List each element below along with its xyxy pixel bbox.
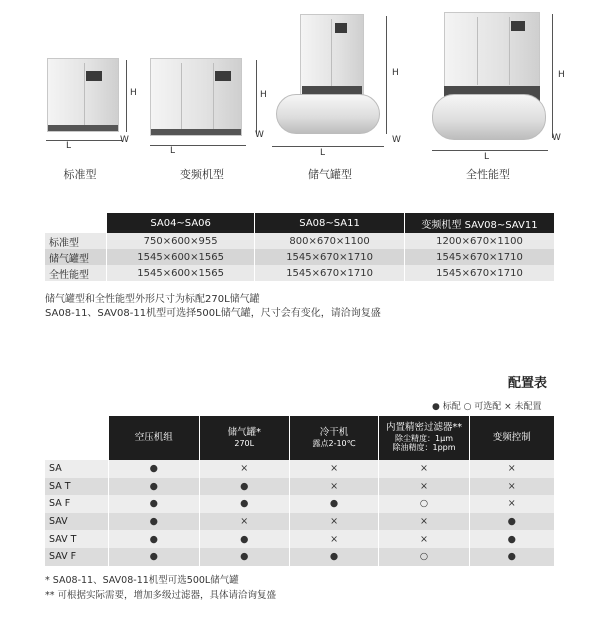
length-label: L	[320, 148, 326, 158]
row-label: SA T	[45, 478, 108, 496]
size-table-header	[45, 213, 555, 233]
config-cell: ●	[108, 530, 199, 548]
table-row	[45, 265, 555, 281]
compressor-cabinet	[150, 58, 242, 136]
size-table	[45, 213, 555, 281]
config-cell: ●	[108, 478, 199, 496]
compressor-cabinet	[47, 58, 119, 132]
footnote: * SA08-11、SAV08-11机型可选500L储气罐	[45, 575, 239, 586]
config-cell: ●	[199, 530, 289, 548]
config-legend: ● 标配 ○ 可选配 × 未配置	[432, 402, 542, 412]
column-header: 冷干机 露点2-10℃	[289, 416, 379, 460]
column-header: 空压机组	[108, 416, 199, 460]
table-row	[45, 548, 555, 566]
config-cell: ●	[108, 548, 199, 566]
length-label: L	[484, 152, 490, 162]
config-cell: ○	[379, 548, 469, 566]
dimension-cell: 750×600×955	[107, 233, 255, 249]
config-cell: ×	[199, 513, 289, 531]
product-caption-full-featured: 全性能型	[466, 168, 510, 181]
air-tank	[432, 94, 546, 140]
height-label: H	[558, 70, 565, 80]
row-label: SA	[45, 460, 108, 478]
width-label: W	[120, 135, 129, 145]
config-cell: ×	[379, 478, 469, 496]
dimension-cell: 1200×670×1100	[405, 233, 555, 249]
config-cell: ×	[379, 513, 469, 531]
row-label: SAV F	[45, 548, 108, 566]
column-header: 储气罐* 270L	[199, 416, 289, 460]
config-cell: ×	[469, 460, 554, 478]
config-cell: ×	[379, 460, 469, 478]
table-row	[45, 249, 555, 265]
config-title: 配置表	[508, 376, 548, 391]
height-label: H	[260, 90, 267, 100]
width-label: W	[392, 135, 401, 145]
config-cell: ●	[199, 478, 289, 496]
column-header: SA08~SA11	[255, 213, 405, 233]
config-cell: ×	[289, 513, 379, 531]
corner-cell	[45, 213, 107, 233]
config-cell: ×	[199, 460, 289, 478]
config-cell: ●	[108, 495, 199, 513]
dimension-cell: 800×670×1100	[255, 233, 405, 249]
row-label: 储气罐型	[45, 249, 107, 265]
config-table-header	[45, 416, 555, 460]
row-label: 标准型	[45, 233, 107, 249]
width-label: W	[552, 133, 561, 143]
table-row	[45, 495, 555, 513]
config-cell: ×	[289, 460, 379, 478]
config-cell: ●	[108, 460, 199, 478]
config-cell: ○	[379, 495, 469, 513]
config-cell: ×	[469, 478, 554, 496]
row-label: SA F	[45, 495, 108, 513]
height-label: H	[130, 88, 137, 98]
config-cell: ×	[289, 530, 379, 548]
config-cell: ×	[469, 495, 554, 513]
dimension-cell: 1545×600×1565	[107, 265, 255, 281]
product-caption-standard: 标准型	[63, 168, 97, 181]
table-row	[45, 460, 555, 478]
length-label: L	[170, 146, 176, 156]
column-header: SA04~SA06	[107, 213, 255, 233]
dimension-cell: 1545×670×1710	[255, 249, 405, 265]
config-table	[45, 416, 555, 566]
size-note: SA08-11、SAV08-11机型可选择500L储气罐，尺寸会有变化，请洽询复盛	[45, 308, 381, 319]
length-label: L	[66, 141, 72, 151]
dimension-cell: 1545×670×1710	[255, 265, 405, 281]
config-cell: ●	[289, 495, 379, 513]
dimension-cell: 1545×600×1565	[107, 249, 255, 265]
table-row	[45, 513, 555, 531]
config-cell: ×	[289, 478, 379, 496]
row-label: SAV	[45, 513, 108, 531]
product-caption-tank: 储气罐型	[308, 168, 352, 181]
config-cell: ●	[469, 530, 554, 548]
width-label: W	[255, 130, 264, 140]
config-cell: ●	[469, 548, 554, 566]
column-header: 变频控制	[469, 416, 554, 460]
height-label: H	[392, 68, 399, 78]
corner-cell	[45, 416, 108, 460]
config-cell: ×	[379, 530, 469, 548]
table-row	[45, 233, 555, 249]
compressor-cabinet	[444, 12, 540, 92]
config-cell: ●	[199, 495, 289, 513]
size-note: 储气罐型和全性能型外形尺寸为标配270L储气罐	[45, 294, 260, 305]
table-row	[45, 530, 555, 548]
column-header: 内置精密过滤器** 除尘精度：1μm 除油精度：1ppm	[379, 416, 469, 460]
table-row	[45, 478, 555, 496]
air-tank	[276, 94, 380, 134]
config-cell: ●	[469, 513, 554, 531]
dimension-cell: 1545×670×1710	[405, 249, 555, 265]
config-cell: ●	[199, 548, 289, 566]
product-caption-inverter: 变频机型	[180, 168, 224, 181]
config-cell: ●	[108, 513, 199, 531]
config-cell: ●	[289, 548, 379, 566]
row-label: 全性能型	[45, 265, 107, 281]
dimension-cell: 1545×670×1710	[405, 265, 555, 281]
column-header: 变频机型 SAV08~SAV11	[405, 213, 555, 233]
row-label: SAV T	[45, 530, 108, 548]
footnote: ** 可根据实际需要，增加多级过滤器，具体请洽询复盛	[45, 590, 277, 601]
